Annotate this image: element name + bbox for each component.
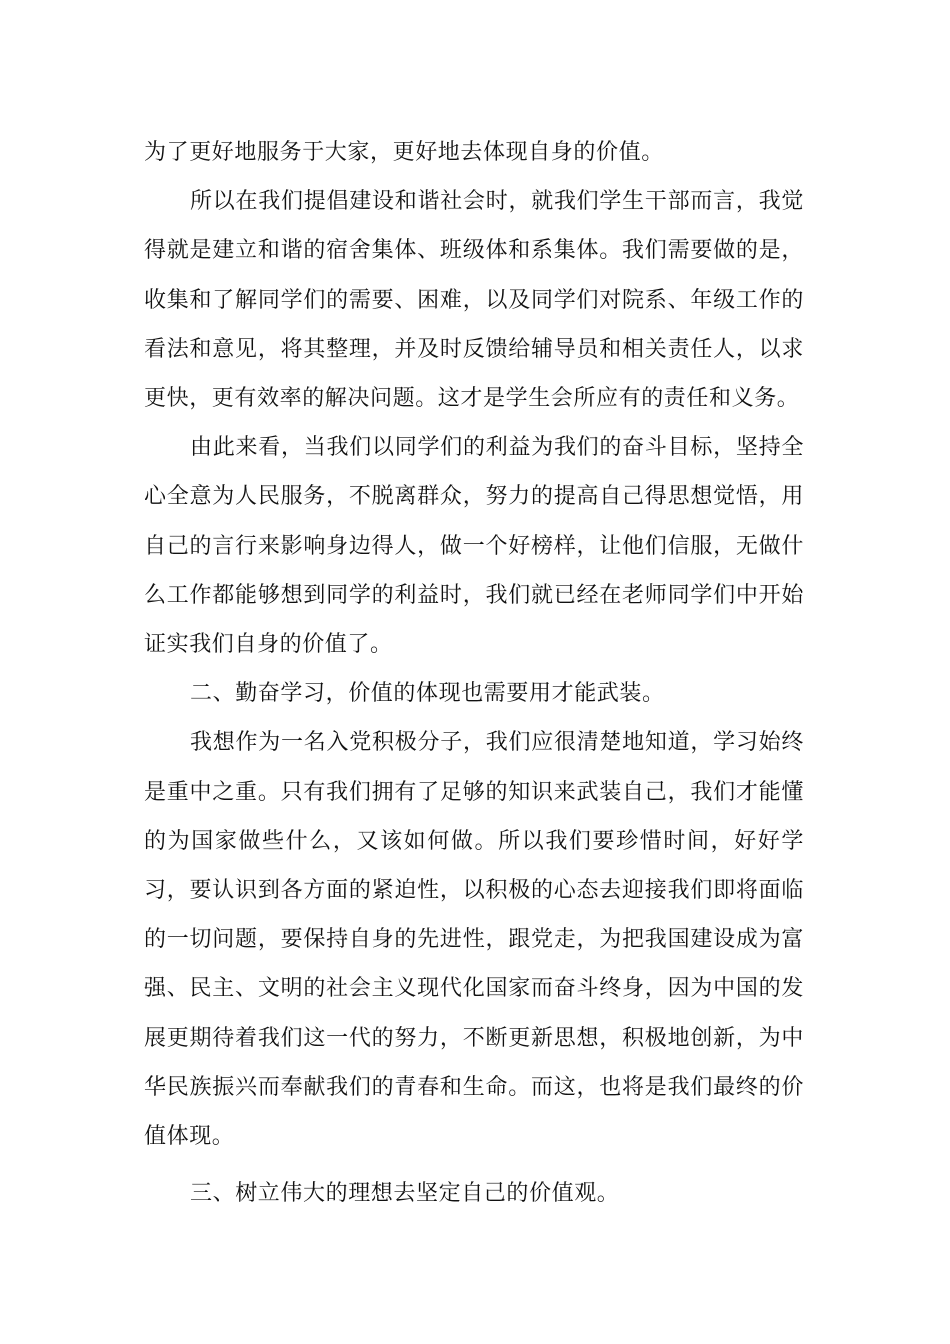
paragraph-study: 我想作为一名入党积极分子，我们应很清楚地知道，学习始终是重中之重。只有我们拥有了足够的知识来武装自己，我们才能懂的为国家做些什么，又该如何做。所以我们要珍惜时间，好好学习，要认识到各方面的紧迫性，以积极的心态去迎接我们即将面临的一切问题，要保持自身的先进性，跟党走，为把我国建设成为富强、民主、文明的社会主义现代化国家而奋斗终身，因为中国的发展更期待着我们这一代的努力，不断更新思想，积极地创新，为中华民族振兴而奉献我们的青春和生命。而这，也将是我们最终的价值体现。 [144, 730, 804, 1150]
document-body [144, 128, 804, 1218]
paragraph-continuation: 为了更好地服务于大家，更好地去体现自身的价值。 [144, 140, 664, 165]
section-heading-study: 二、勤奋学习，价值的体现也需要用才能武装。 [190, 681, 665, 707]
section-heading-ideals: 三、树立伟大的理想去坚定自己的价值观。 [190, 1181, 620, 1207]
paragraph-serve-students: 由此来看，当我们以同学们的利益为我们的奋斗目标，坚持全心全意为人民服务，不脱离群众，努力的提高自己得思想觉悟，用自己的言行来影响身边得人，做一个好榜样，让他们信服，无做什么工作都能够想到同学的利益时，我们就已经在老师同学们中开始证实我们自身的价值了。 [144, 435, 804, 658]
paragraph-harmonious-society: 所以在我们提倡建设和谐社会时，就我们学生干部而言，我觉得就是建立和谐的宿舍集体、班级体和系集体。我们需要做的是，收集和了解同学们的需要、困难，以及同学们对院系、年级工作的看法和意见，将其整理，并及时反馈给辅导员和相关责任人，以求更快，更有效率的解决问题。这才是学生会所应有的责任和义务。 [144, 189, 804, 412]
